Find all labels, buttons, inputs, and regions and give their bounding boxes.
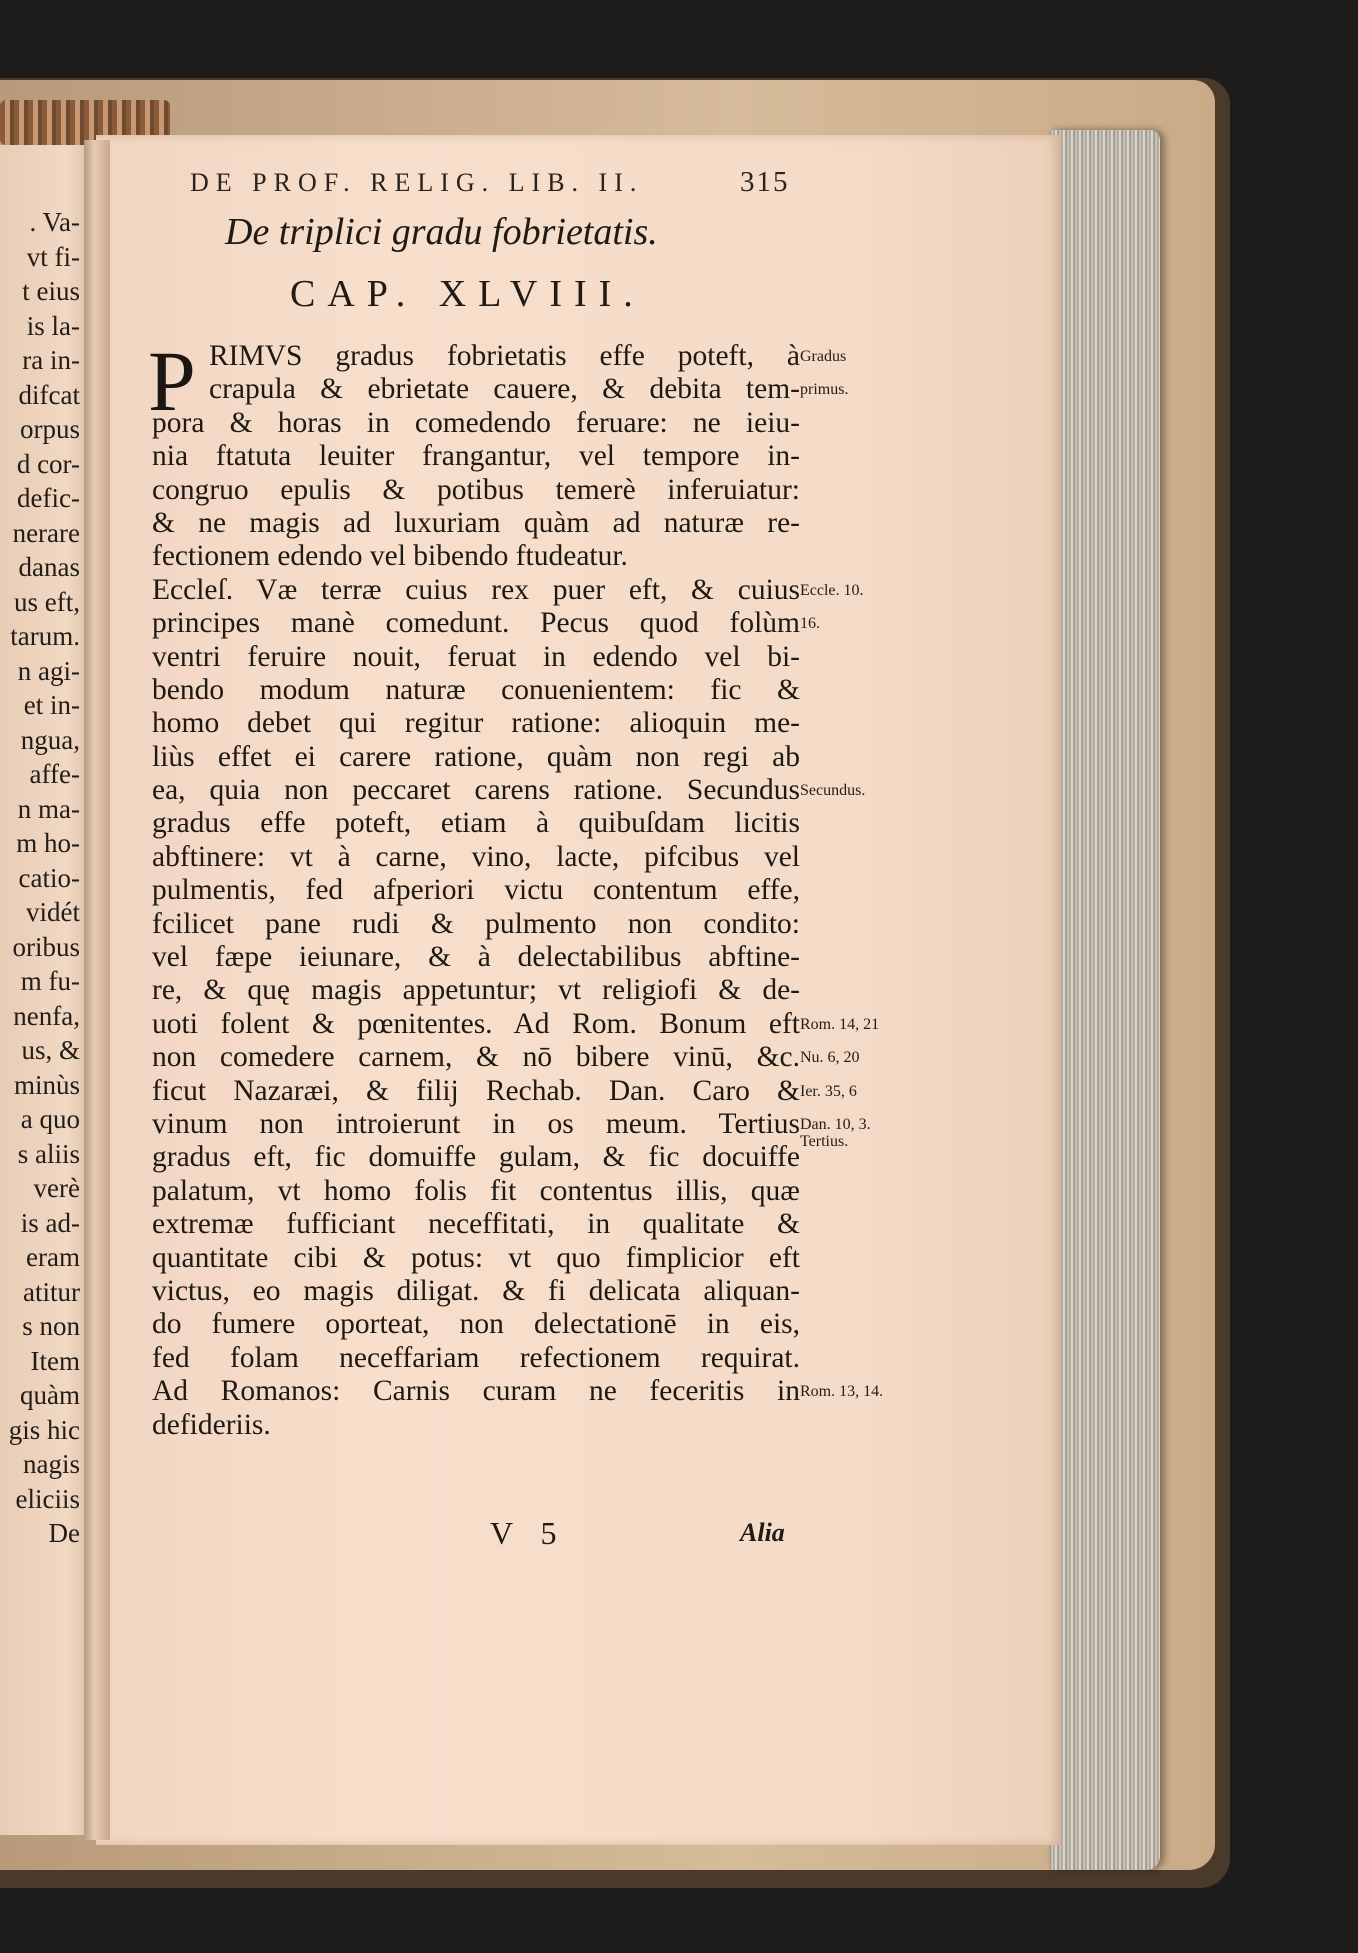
left-page-line: nagis bbox=[23, 1449, 80, 1479]
left-page-line: d cor- bbox=[16, 448, 80, 479]
marginal-note: Gradus bbox=[800, 348, 847, 365]
body-line: gradus eft, fic domuiffe gulam, & fic docuiffe bbox=[152, 1141, 800, 1174]
left-page-line: gis hic bbox=[8, 1414, 80, 1445]
left-page-line: nerare bbox=[12, 517, 80, 548]
body-line: crapula & ebrietate cauere, & debita tem- bbox=[209, 373, 800, 406]
body-line: non comedere carnem, & nō bibere vinū, &c. bbox=[152, 1041, 800, 1074]
body-line: defideriis. bbox=[152, 1408, 271, 1441]
left-page-line: orpus bbox=[20, 414, 80, 444]
left-page-line: eliciis bbox=[15, 1483, 80, 1514]
marginal-note: primus. bbox=[800, 381, 849, 399]
body-line: principes manè comedunt. Pecus quod folùm bbox=[152, 607, 800, 640]
body-line: pulmentis, fed afperiori victu contentum effe, bbox=[152, 874, 800, 907]
left-page-line: danas bbox=[18, 552, 80, 582]
marginal-note: Tertius. bbox=[800, 1132, 849, 1150]
left-page-line: atitur bbox=[23, 1276, 80, 1307]
body-line: & ne magis ad luxuriam quàm ad naturæ re- bbox=[152, 506, 800, 539]
body-line: fectionem edendo vel bibendo ftudeatur. bbox=[152, 540, 628, 573]
running-head: DE PROF. RELIG. LIB. II. bbox=[190, 168, 644, 197]
body-text bbox=[152, 340, 800, 1442]
body-line: extremæ fufficiant neceffitati, in qualitate & bbox=[152, 1208, 800, 1241]
left-page-line: s aliis bbox=[17, 1138, 80, 1169]
marginal-note: Ier. 35, 6 bbox=[800, 1082, 857, 1100]
left-page-line: t eius bbox=[22, 276, 80, 306]
left-page-line: nenfa, bbox=[13, 1000, 80, 1031]
marginal-note: Secundus. bbox=[800, 782, 866, 800]
left-page-line: n agi- bbox=[17, 655, 80, 686]
marginal-note: Eccle. 10. bbox=[800, 581, 864, 599]
left-page-line: et in- bbox=[23, 690, 80, 720]
marginal-note: 16. bbox=[800, 615, 820, 633]
left-page-line: minùs bbox=[13, 1069, 80, 1100]
marginal-note: Rom. 13, 14. bbox=[800, 1383, 884, 1401]
body-line: do fumere oporteat, non delectationē in eis, bbox=[152, 1308, 800, 1341]
left-page-line: De bbox=[48, 1518, 80, 1548]
left-page-text bbox=[0, 205, 80, 1551]
left-page-line: difcat bbox=[18, 379, 80, 410]
body-line: ventri feruire nouit, feruat in edendo vel bi- bbox=[152, 640, 800, 673]
body-line: RIMVS gradus fobrietatis effe poteft, à bbox=[209, 340, 800, 372]
left-page-line: a quo bbox=[20, 1104, 80, 1134]
body-line: homo debet qui regitur ratione: alioquin me- bbox=[152, 707, 800, 740]
chapter-title: De triplici gradu fobrietatis. bbox=[225, 211, 658, 253]
left-page-line: tarum. bbox=[10, 621, 80, 651]
body-line: palatum, vt homo folis fit contentus illis, quæ bbox=[152, 1174, 800, 1207]
signature-mark: V 5 bbox=[490, 1515, 567, 1551]
left-page-line: Item bbox=[30, 1345, 80, 1376]
left-page-line: ngua, bbox=[20, 724, 80, 755]
body-line: quantitate cibi & potus: vt quo fimplicior eft bbox=[152, 1241, 800, 1274]
body-line: vinum non introierunt in os meum. Tertius bbox=[152, 1107, 800, 1140]
left-page-line: eram bbox=[26, 1242, 80, 1272]
left-page-line: m fu- bbox=[20, 966, 80, 996]
left-page-line: catio- bbox=[18, 862, 80, 893]
body-line: re, & quę magis appetuntur; vt religiofi & de- bbox=[152, 974, 800, 1007]
left-page-line: defic- bbox=[17, 483, 80, 513]
body-line: uoti folent & pœnitentes. Ad Rom. Bonum eft bbox=[152, 1007, 800, 1040]
marginal-note: Dan. 10, 3. bbox=[800, 1116, 871, 1134]
body-line: vel fæpe ieiunare, & à delectabilibus abftine- bbox=[152, 941, 800, 974]
page-fore-edge bbox=[1050, 130, 1160, 1870]
left-page-line: vt fi- bbox=[26, 241, 80, 272]
marginal-note: Rom. 14, 21 bbox=[800, 1016, 880, 1033]
body-line: ficut Nazaræi, & filij Rechab. Dan. Caro & bbox=[152, 1074, 800, 1107]
left-page-line: m ho- bbox=[16, 828, 80, 858]
gutter bbox=[84, 140, 110, 1840]
left-page-line: us, & bbox=[21, 1035, 80, 1065]
left-page-line: s non bbox=[22, 1311, 80, 1341]
left-page-line: is ad- bbox=[20, 1207, 80, 1238]
left-page-line: vidét bbox=[26, 897, 80, 927]
left-page-line: n ma- bbox=[17, 793, 80, 824]
left-page-line: ra in- bbox=[22, 345, 80, 375]
left-page-line: . Va- bbox=[29, 207, 80, 237]
page-number: 315 bbox=[740, 166, 790, 198]
left-page-line: is la- bbox=[26, 310, 80, 341]
catchword: Alia bbox=[740, 1518, 785, 1547]
body-line: fcilicet pane rudi & pulmento non condito: bbox=[152, 907, 800, 940]
body-line: bendo modum naturæ conuenientem: fic & bbox=[152, 673, 800, 706]
chapter-number: CAP. XLVIII. bbox=[290, 273, 645, 315]
body-line: nia ftatuta leuiter frangantur, vel tempore in- bbox=[152, 440, 800, 473]
left-page-line: us eft, bbox=[14, 586, 80, 617]
body-line: victus, eo magis diligat. & fi delicata aliquan- bbox=[152, 1274, 800, 1307]
left-page-line: quàm bbox=[20, 1380, 80, 1410]
body-line: gradus effe poteft, etiam à quibuſdam licitis bbox=[152, 807, 800, 840]
marginal-note: Nu. 6, 20 bbox=[800, 1049, 860, 1067]
drop-cap: P bbox=[148, 333, 196, 429]
body-line: pora & horas in comedendo feruare: ne ieiu- bbox=[152, 406, 800, 439]
body-line: ea, quia non peccaret carens ratione. Secundus bbox=[152, 774, 800, 807]
body-line: liùs effet ei carere ratione, quàm non regi ab bbox=[152, 740, 800, 773]
left-page-line: oribus bbox=[12, 931, 80, 962]
body-line: congruo epulis & potibus temerè inferuiatur: bbox=[152, 473, 800, 506]
body-line: abftinere: vt à carne, vino, lacte, pifcibus vel bbox=[152, 840, 800, 873]
left-page-line: affe- bbox=[29, 759, 80, 789]
left-page-line: verè bbox=[33, 1173, 80, 1203]
body-line: Eccleſ. Væ terræ cuius rex puer eft, & cuius bbox=[152, 573, 800, 606]
body-line: fed folam neceffariam refectionem requirat. bbox=[152, 1341, 800, 1374]
body-line: Ad Romanos: Carnis curam ne feceritis in bbox=[152, 1375, 800, 1408]
